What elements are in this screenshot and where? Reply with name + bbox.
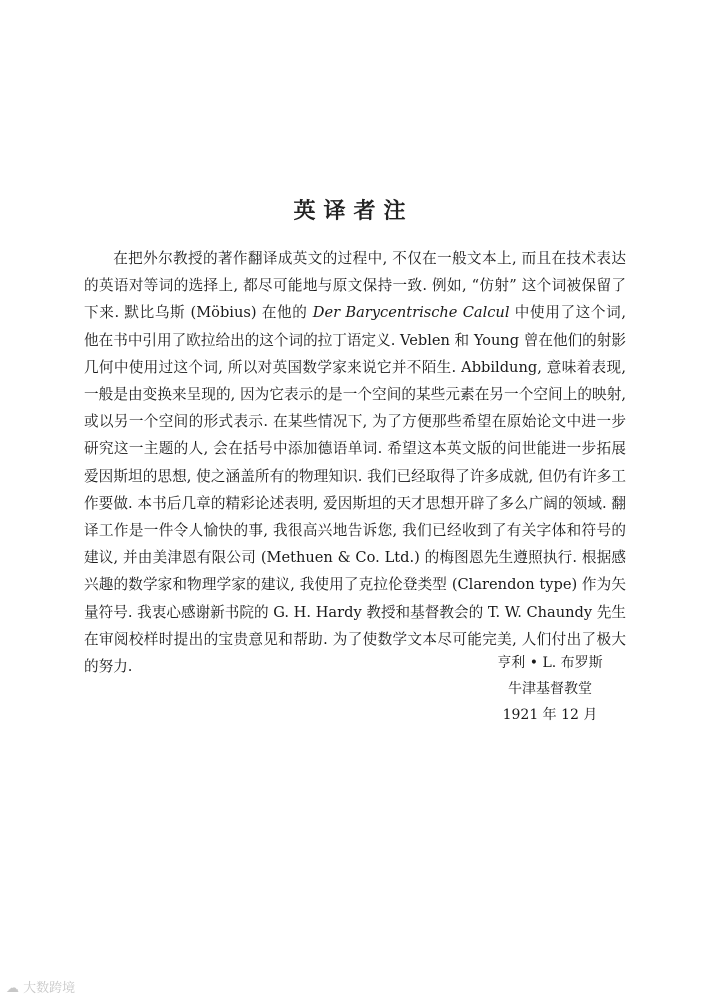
- signature-place: 牛津基督教堂: [508, 681, 592, 697]
- signature-date: 1921 年 12 月: [502, 707, 598, 723]
- signature-name: 亨利 • L. 布罗斯: [497, 655, 603, 671]
- signature-block: [470, 650, 630, 728]
- book-title-italic: Der Barycentrische Calcul: [312, 304, 510, 322]
- page-title: 英译者注: [293, 199, 414, 224]
- watermark: [6, 977, 75, 996]
- preface-text-part1: 在把外尔教授的著作翻译成英文的过程中, 不仅在一般文本上, 而且在技术表达的英语对等词的选择上, 都尽可能地与原文保持一致. 例如, “仿射” 这个词被保留了下来. 默比乌斯 (Möbius) 在他的: [84, 250, 626, 322]
- preface-paragraph: [84, 245, 626, 680]
- watermark-logo-icon: ☁: [6, 981, 19, 996]
- watermark-text: 大数跨境: [23, 981, 76, 996]
- preface-text-part2: 中使用了这个词, 他在书中引用了欧拉给出的这个词的拉丁语定义. Veblen 和 Young 曾在他们的射影几何中使用过这个词, 所以对英国数学家来说它并不陌生. Abbildung, 意味着表现, 一般是由变换来呈现的, 因为它表示的是一个空间的某些元素在另一个空间上的映射, 或以另一个空间的形式表示. 在某些情况下, 为了方便那些希望在原始论文中进一步研究这一主题的人, 会在括号中添加德语单词. 希望这本英文版的问世能进一步拓展爱因斯坦的思想, 使之涵盖所有的物理知识. 我们已经取得了许多成就, 但仍有许多工作要做. 本书后几章的精彩论述表明, 爱因斯坦的天才思想开辟了多么广阔的领域. 翻译工作是一件令人愉快的事, 我很高兴地告诉您, 我们已经收到了有关字体和符号的建议, 并由美津恩有限公司 (Methuen & Co. Ltd.) 的梅图恩先生遵照执行. 根据感兴趣的数学家和物理学家的建议, 我使用了克拉伦登类型 (Clarendon type) 作为矢量符号. 我衷心感谢新书院的 G. H. Hardy 教授和基督教会的 T. W. Chaundy 先生在审阅校样时提出的宝贵意见和帮助. 为了使数学文本尽可能完美, 人们付出了极大的努力.: [84, 304, 627, 676]
